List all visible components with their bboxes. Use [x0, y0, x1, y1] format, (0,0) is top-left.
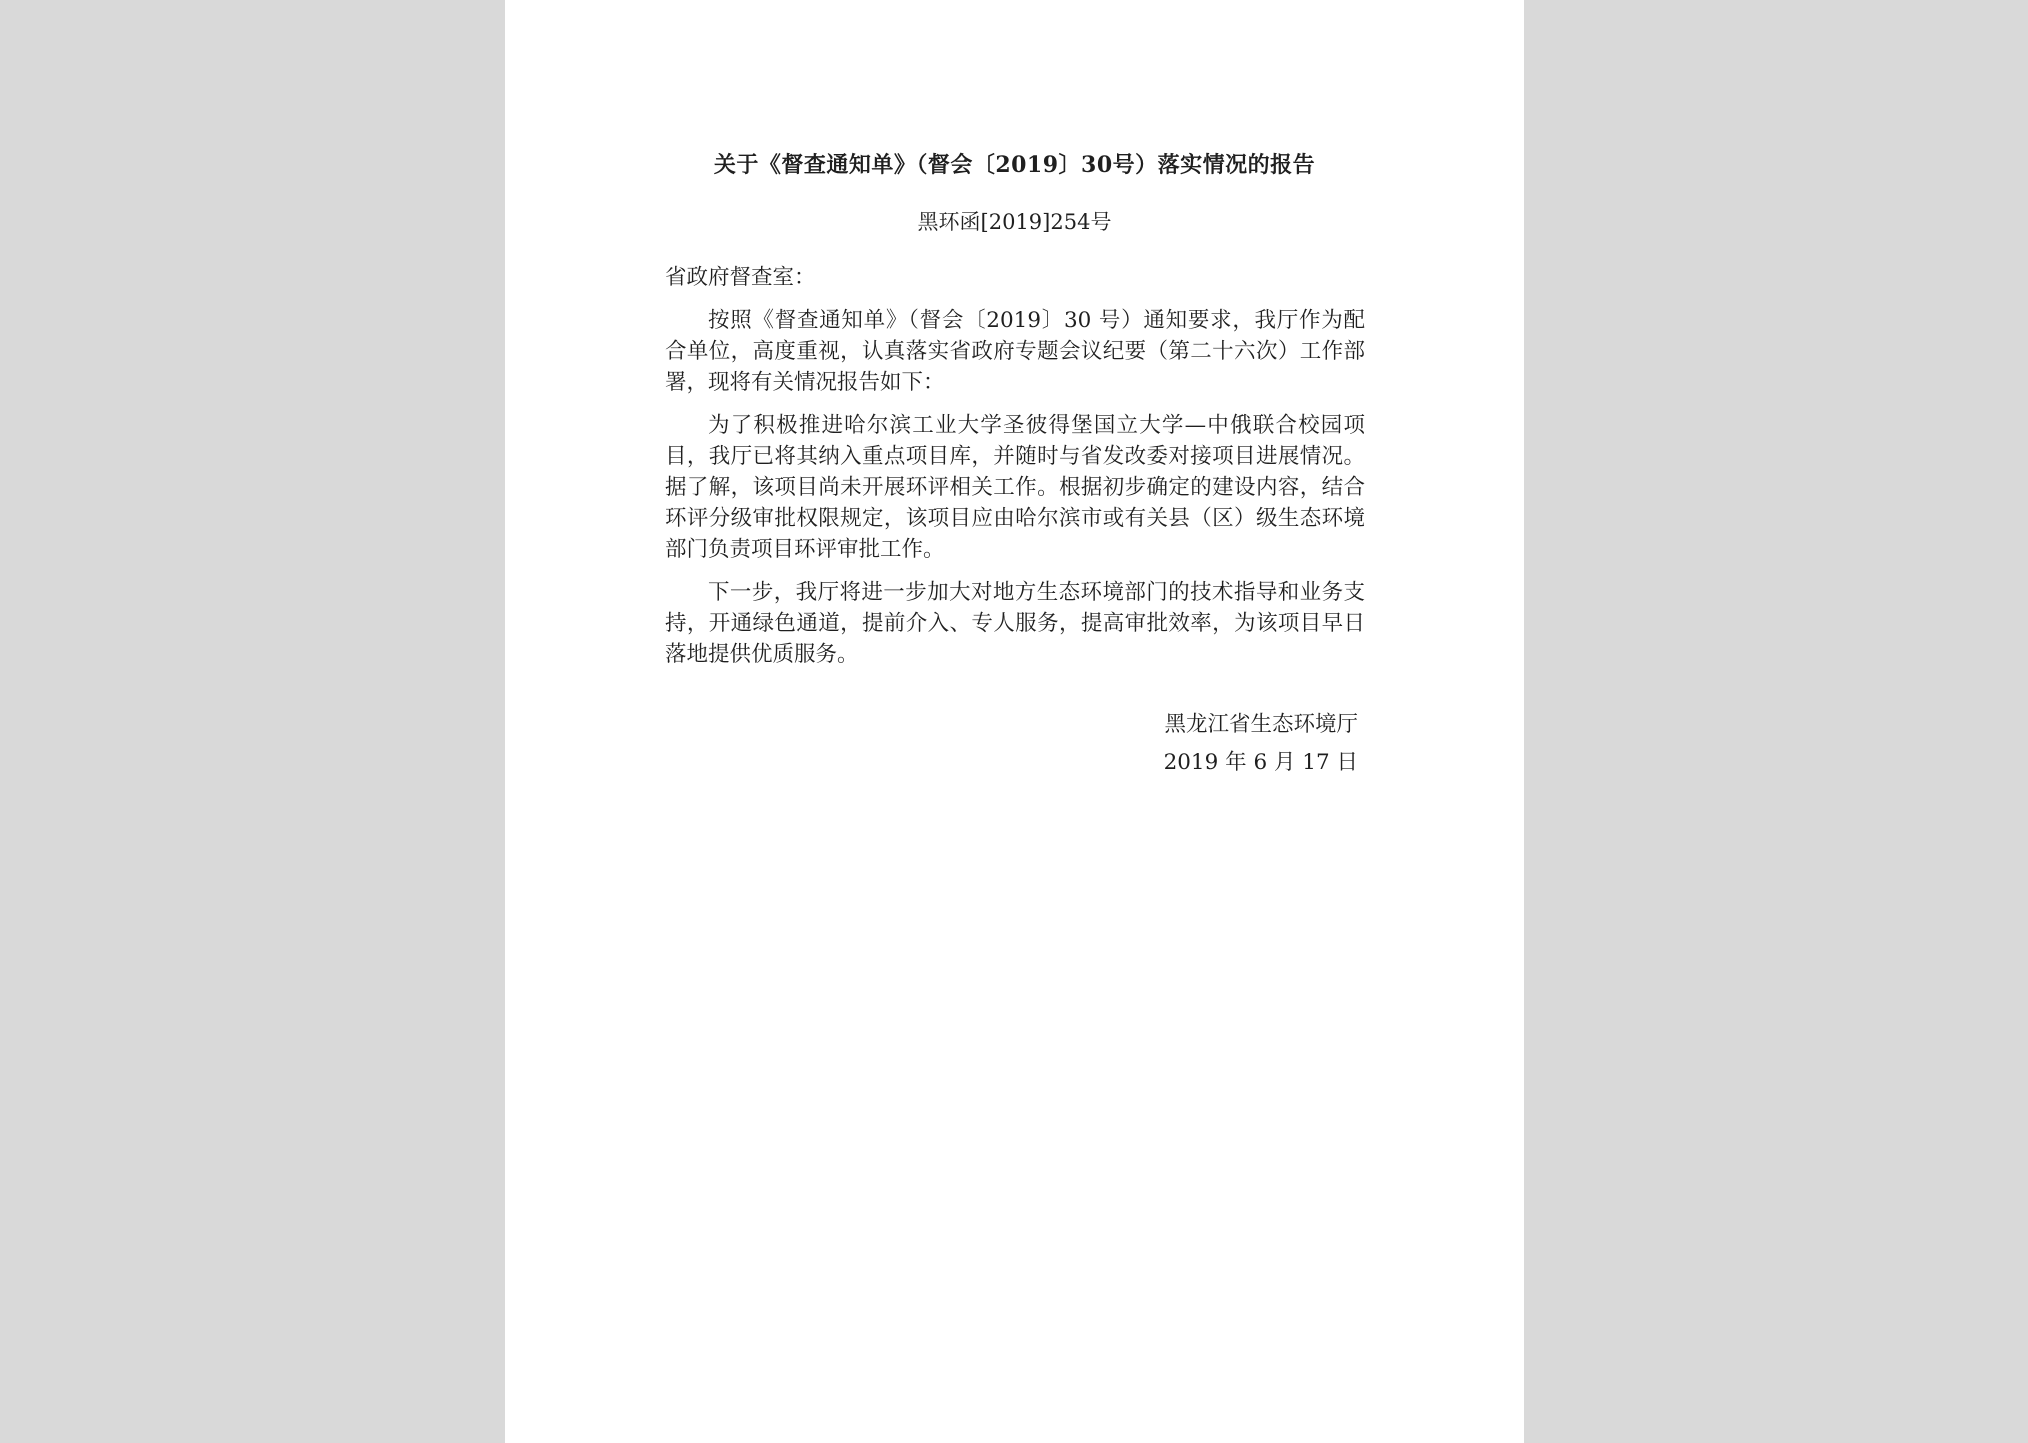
paragraph-1: 按照《督查通知单》（督会〔2019〕30 号）通知要求，我厅作为配合单位，高度重视，认真落实省政府专题会议纪要（第二十六次）工作部署，现将有关情况报告如下：	[665, 308, 1365, 395]
salutation: 省政府督查室：	[665, 265, 816, 290]
paragraph-2: 为了积极推进哈尔滨工业大学圣彼得堡国立大学—中俄联合校园项目，我厅已将其纳入重点项目库，并随时与省发改委对接项目进展情况。据了解，该项目尚未开展环评相关工作。根据初步确定的建设内容，结合环评分级审批权限规定，该项目应由哈尔滨市或有关县（区）级生态环境部门负责项目环评审批工作。	[665, 413, 1365, 562]
signature-date: 2019 年 6 月 17 日	[1163, 750, 1358, 775]
document-number: 黑环函[2019]254号	[917, 210, 1112, 234]
signature-block	[1164, 706, 1358, 782]
document-body	[665, 262, 1365, 682]
paragraph-3: 下一步，我厅将进一步加大对地方生态环境部门的技术指导和业务支持，开通绿色通道，提前介入、专人服务，提高审批效率，为该项目早日落地提供优质服务。	[665, 580, 1365, 667]
signature-organization: 黑龙江省生态环境厅	[1164, 712, 1358, 737]
document-page	[505, 0, 1524, 1443]
document-title: 关于《督查通知单》（督会〔2019〕30号）落实情况的报告	[713, 152, 1316, 178]
